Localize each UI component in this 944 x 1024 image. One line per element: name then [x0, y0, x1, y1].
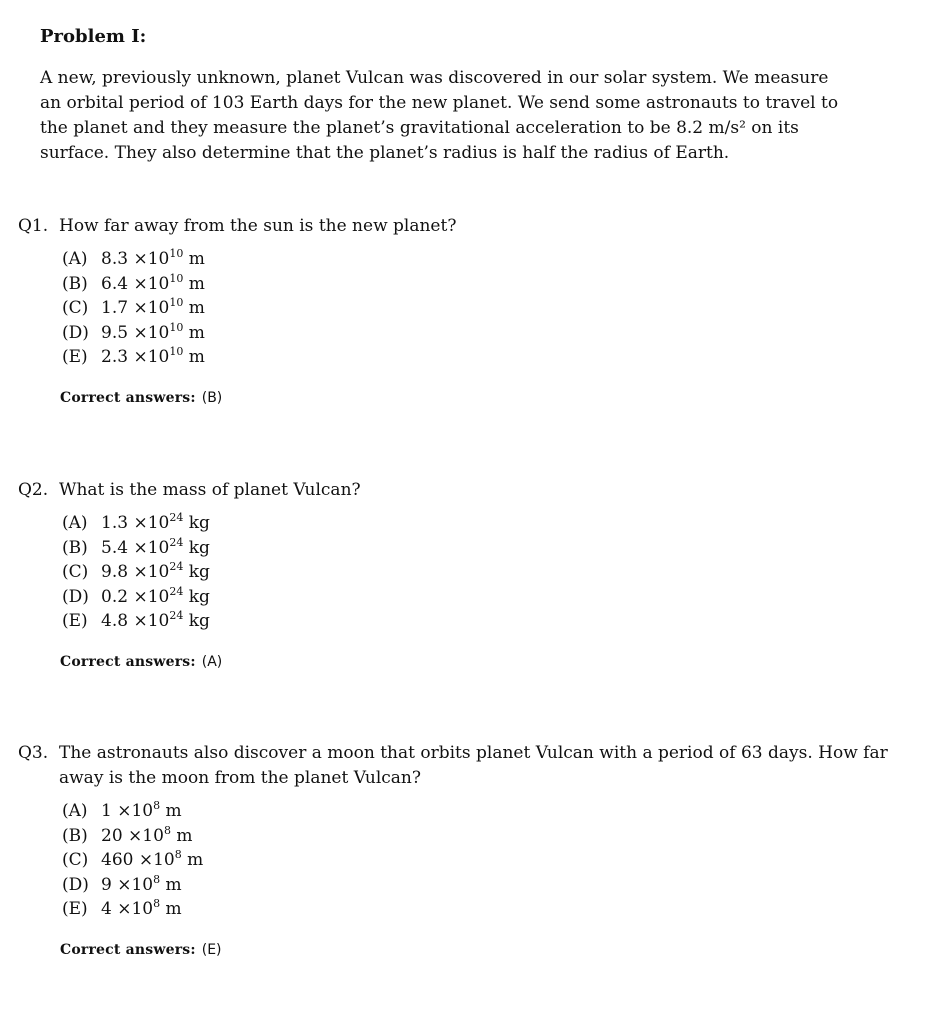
correct-answer [60, 390, 898, 406]
option-b: (B) $5.4 \times 10^{24}$ kg [62, 535, 210, 558]
option-d: (D) $9.5 \times 10^{10}$ m [62, 320, 205, 343]
question-number: Q1. [18, 216, 49, 236]
problem-intro: A new, previously unknown, planet Vulcan was discovered in our solar system. We measure an orbital period of 103 Earth days for the new planet. We send some astronauts to travel to the planet and they measure the planet’s gravitational acceleration to be 8.2 m/s² on its surface. They also determine that the planet’s radius is half the radius of Earth. [40, 68, 839, 163]
correct-answer-label: Correct answers: [60, 941, 196, 958]
question-number: Q2. [18, 480, 49, 500]
options-list [62, 247, 898, 370]
question-text: The astronauts also discover a moon that orbits planet Vulcan with a period of 63 days. How far away is the moon from the planet Vulcan? [59, 743, 888, 788]
option-a: (A) $8.3 \times 10^{10}$ m [62, 247, 205, 269]
question-stem [18, 214, 898, 239]
option-e: (E) $4 \times 10^8$ m [62, 897, 182, 919]
option-c: (C) $1.7 \times 10^{10}$ m [62, 296, 205, 318]
option-a: (A) $1 \times 10^8$ m [62, 799, 182, 821]
question-1 [18, 214, 898, 406]
option-d: (D) $9 \times 10^8$ m [62, 872, 182, 895]
option-a: (A) $1.3 \times 10^{24}$ kg [62, 511, 210, 533]
options-list [62, 799, 898, 922]
question-text: How far away from the sun is the new planet? [59, 216, 457, 236]
option-e: (E) $4.8 \times 10^{24}$ kg [62, 609, 210, 631]
problem-title: Problem I: [40, 26, 147, 47]
correct-answer-label: Correct answers: [60, 389, 196, 406]
correct-answer [60, 654, 898, 670]
option-d: (D) $0.2 \times 10^{24}$ kg [62, 584, 210, 607]
option-c: (C) $460 \times 10^8$ m [62, 848, 204, 870]
correct-answer-label: Correct answers: [60, 653, 196, 670]
correct-answer-value: (A) [201, 653, 223, 670]
option-b: (B) $6.4 \times 10^{10}$ m [62, 271, 205, 294]
options-list [62, 511, 898, 634]
correct-answer-value: (E) [201, 941, 222, 958]
correct-answer [60, 942, 898, 958]
question-2 [18, 478, 898, 670]
question-stem [18, 741, 898, 791]
question-stem [18, 478, 898, 503]
option-b: (B) $20 \times 10^8$ m [62, 823, 193, 846]
question-3 [18, 741, 898, 958]
question-number: Q3. [18, 743, 49, 763]
correct-answer-value: (B) [201, 389, 223, 406]
option-c: (C) $9.8 \times 10^{24}$ kg [62, 560, 210, 582]
option-e: (E) $2.3 \times 10^{10}$ m [62, 345, 205, 367]
question-text: What is the mass of planet Vulcan? [59, 480, 361, 500]
